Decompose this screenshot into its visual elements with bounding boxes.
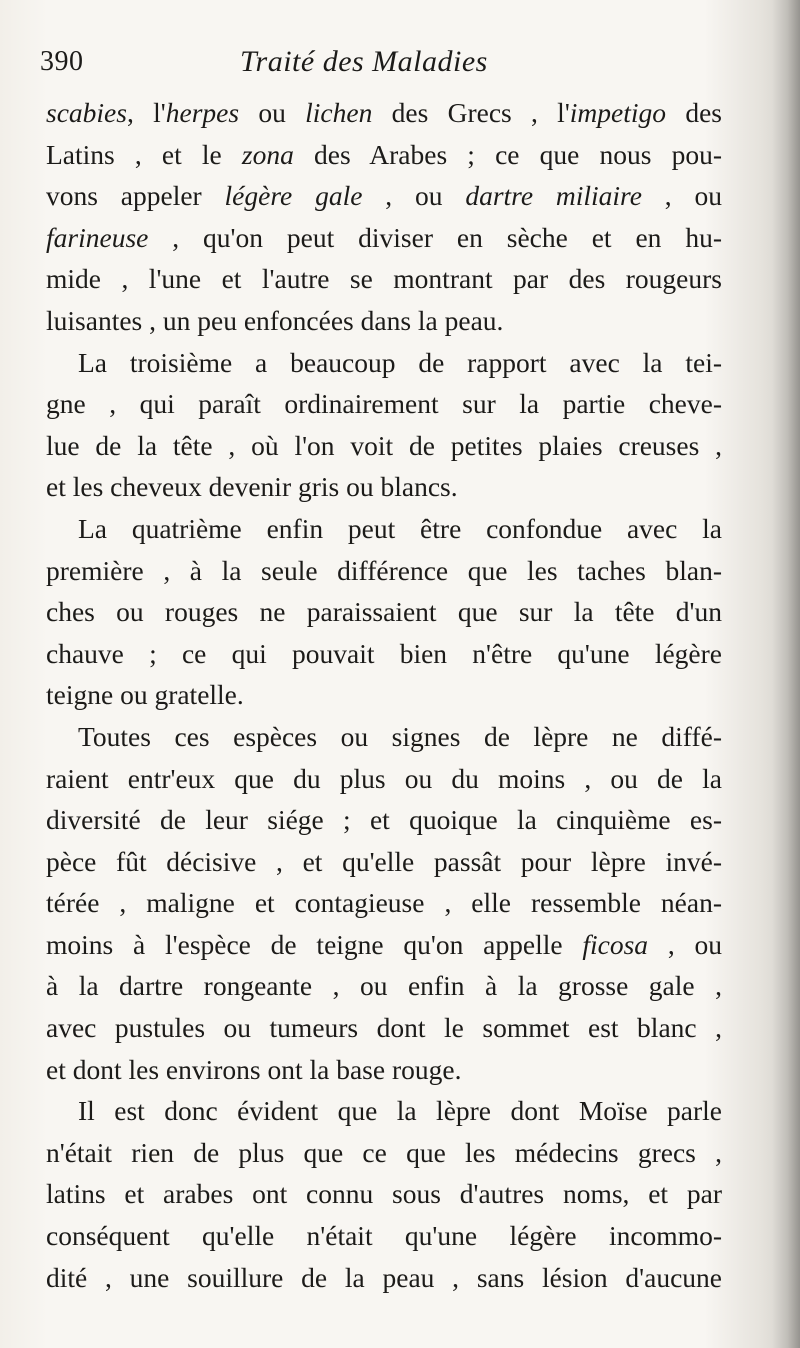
text-line — [46, 799, 722, 841]
text-line — [46, 1049, 722, 1091]
text-line — [46, 175, 722, 217]
text-segment: ches ou rouges ne paraissaient que sur la tête d'un — [46, 596, 722, 628]
text-segment: et les cheveux devenir gris ou blancs. — [46, 471, 458, 503]
text-segment: lue de la tête , où l'on voit de petites plaies creuses , — [46, 429, 722, 461]
italic-term: dartre miliaire — [465, 180, 642, 212]
text-segment: , ou — [641, 180, 722, 212]
text-segment: mide , l'une et l'autre se montrant par des rougeurs — [46, 263, 722, 295]
text-segment: Il est donc évident que la lèpre dont Moïse parle — [78, 1095, 722, 1127]
text-segment: avec pustules ou tumeurs dont le sommet est blanc , — [46, 1012, 722, 1044]
text-line — [46, 674, 722, 716]
italic-term: scabies — [46, 97, 127, 128]
italic-term: ficosa — [582, 928, 649, 960]
text-segment: latins et arabes ont connu sous d'autres noms, et par — [46, 1178, 722, 1210]
text-segment: teigne ou gratelle. — [46, 679, 244, 711]
text-line — [46, 383, 722, 425]
text-line — [46, 92, 722, 134]
text-segment: Latins , et le — [46, 138, 242, 170]
text-line — [46, 217, 722, 259]
text-line — [46, 591, 722, 633]
text-segment: , qu'on peut diviser en sèche et en hu- — [148, 221, 722, 253]
text-line — [46, 134, 722, 176]
text-line — [46, 924, 722, 966]
text-segment: pèce fût décisive , et qu'elle passât pour lèpre invé- — [46, 845, 722, 877]
text-line — [46, 633, 722, 675]
text-segment: dité , une souillure de la peau , sans lésion d'aucune — [46, 1261, 722, 1293]
text-line — [46, 1007, 722, 1049]
text-segment: ou — [239, 97, 306, 128]
italic-term: zona — [241, 138, 294, 170]
text-segment: première , à la seule différence que les taches blan- — [46, 554, 722, 586]
text-line — [46, 1215, 722, 1257]
text-line — [46, 508, 722, 550]
text-segment: , ou — [648, 928, 723, 960]
italic-term: légère gale — [224, 180, 363, 212]
text-segment: n'était rien de plus que ce que les médecins grecs , — [46, 1136, 722, 1168]
text-segment: diversité de leur siége ; et quoique la cinquième es- — [46, 804, 722, 836]
text-segment: Toutes ces espèces ou signes de lèpre ne diffé- — [78, 720, 722, 752]
text-line — [46, 1173, 722, 1215]
text-segment: raient entr'eux que du plus ou du moins , ou de la — [46, 762, 722, 794]
text-line — [46, 716, 722, 758]
text-line — [46, 758, 722, 800]
running-title: Traité des Maladies — [240, 45, 488, 78]
text-segment: et dont les environs ont la base rouge. — [46, 1053, 462, 1085]
text-segment: des — [666, 97, 722, 128]
text-segment: à la dartre rongeante , ou enfin à la grosse gale , — [46, 970, 722, 1002]
text-segment: conséquent qu'elle n'était qu'une légère incommo- — [46, 1220, 722, 1252]
text-line — [46, 1090, 722, 1132]
text-line — [46, 1257, 722, 1299]
text-segment: La troisième a beaucoup de rapport avec la tei- — [78, 346, 722, 378]
text-segment: gne , qui paraît ordinairement sur la partie cheve- — [46, 388, 722, 420]
binding-shadow — [772, 0, 800, 1348]
page-header — [40, 40, 720, 84]
text-line — [46, 841, 722, 883]
text-segment: des Grecs , l' — [372, 97, 570, 128]
italic-term: lichen — [305, 97, 373, 128]
text-line — [46, 965, 722, 1007]
text-segment: luisantes , un peu enfoncées dans la peau. — [46, 304, 504, 336]
text-line — [46, 425, 722, 467]
text-line — [46, 882, 722, 924]
italic-term: impetigo — [569, 97, 667, 128]
text-segment: , ou — [362, 180, 466, 212]
text-line — [46, 466, 722, 508]
text-segment: chauve ; ce qui pouvait bien n'être qu'une légère — [46, 637, 722, 669]
text-segment: des Arabes ; ce que nous pou- — [293, 138, 722, 170]
page-number: 390 — [40, 46, 84, 77]
text-line — [46, 1132, 722, 1174]
text-line — [46, 258, 722, 300]
italic-term: farineuse — [46, 221, 149, 253]
text-segment: vons appeler — [46, 180, 225, 212]
body-text — [46, 92, 722, 1298]
text-line — [46, 550, 722, 592]
text-segment: , l' — [126, 97, 166, 128]
text-segment: moins à l'espèce de teigne qu'on appelle — [46, 928, 583, 960]
text-line — [46, 342, 722, 384]
italic-term: herpes — [165, 97, 240, 128]
text-line — [46, 300, 722, 342]
text-segment: La quatrième enfin peut être confondue avec la — [78, 512, 722, 544]
text-segment: térée , maligne et contagieuse , elle ressemble néan- — [46, 887, 722, 919]
